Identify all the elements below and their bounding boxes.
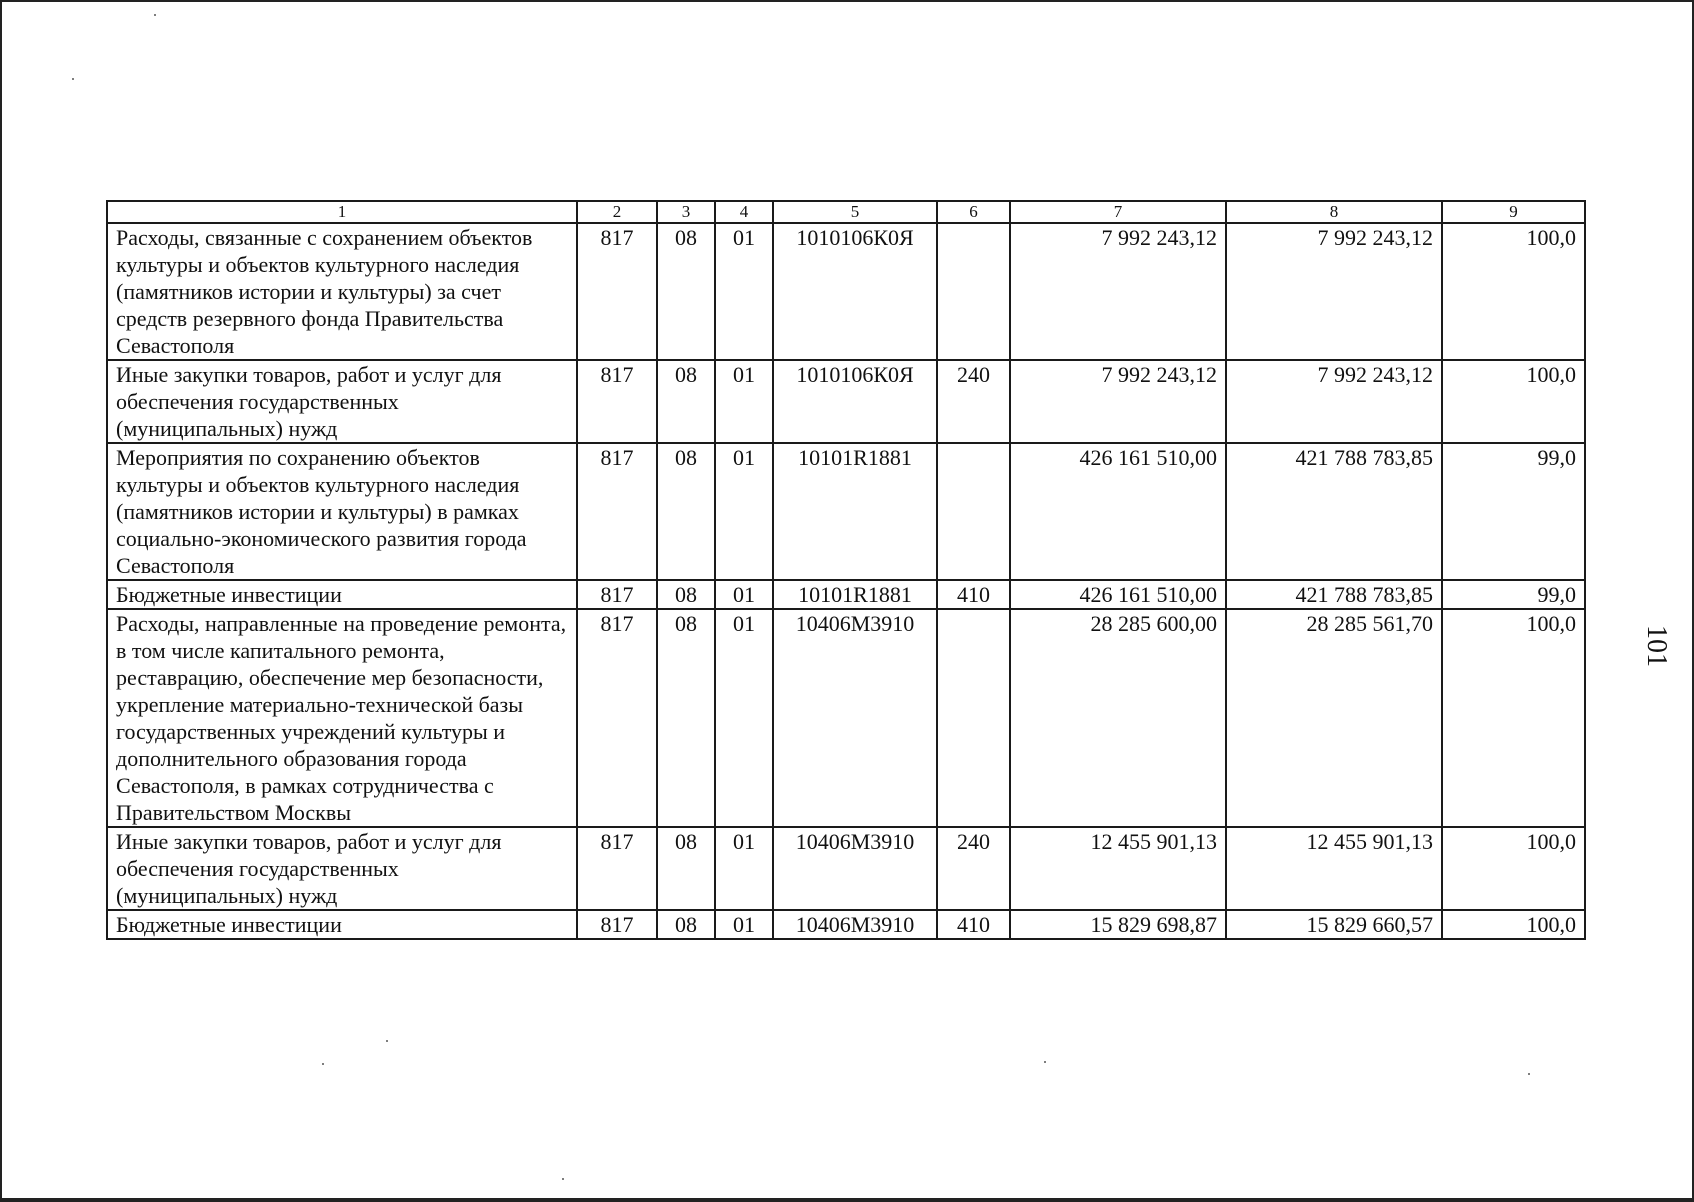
cell-col-7: 426 161 510,00 (1010, 443, 1226, 580)
cell-col-3: 08 (657, 223, 715, 360)
cell-col-7: 7 992 243,12 (1010, 360, 1226, 443)
table-row (107, 443, 1585, 580)
row-name: Иные закупки товаров, работ и услуг для обеспечения государственных (муниципальных) нужд (107, 360, 577, 443)
row-name: Иные закупки товаров, работ и услуг для обеспечения государственных (муниципальных) нужд (107, 827, 577, 910)
header-col-1: 1 (107, 201, 577, 223)
cell-col-2: 817 (577, 443, 657, 580)
header-col-9: 9 (1442, 201, 1585, 223)
row-name: Бюджетные инвестиции (107, 580, 577, 609)
cell-col-4: 01 (715, 910, 773, 939)
cell-col-8: 421 788 783,85 (1226, 580, 1442, 609)
scan-speck (1044, 1061, 1046, 1063)
cell-col-6: 240 (937, 360, 1010, 443)
cell-col-9: 100,0 (1442, 360, 1585, 443)
cell-col-4: 01 (715, 827, 773, 910)
cell-col-4: 01 (715, 360, 773, 443)
cell-col-5: 10406М3910 (773, 827, 937, 910)
cell-col-2: 817 (577, 609, 657, 827)
cell-col-2: 817 (577, 827, 657, 910)
scan-speck (562, 1178, 564, 1180)
cell-col-3: 08 (657, 910, 715, 939)
cell-col-8: 7 992 243,12 (1226, 360, 1442, 443)
cell-col-4: 01 (715, 580, 773, 609)
cell-col-9: 99,0 (1442, 580, 1585, 609)
cell-col-9: 99,0 (1442, 443, 1585, 580)
row-name: Расходы, направленные на проведение ремонта, в том числе капитального ремонта, реставрацию, обеспечение мер безопасности, укрепление материально-технической базы государственных учреждений культуры и дополнительного образования города Севастополя, в рамках сотрудничества с Правительством Москвы (107, 609, 577, 827)
table-row (107, 223, 1585, 360)
cell-col-9: 100,0 (1442, 827, 1585, 910)
cell-col-9: 100,0 (1442, 910, 1585, 939)
cell-col-7: 28 285 600,00 (1010, 609, 1226, 827)
cell-col-3: 08 (657, 443, 715, 580)
cell-col-8: 12 455 901,13 (1226, 827, 1442, 910)
header-col-7: 7 (1010, 201, 1226, 223)
cell-col-6: 240 (937, 827, 1010, 910)
cell-col-5: 1010106К0Я (773, 360, 937, 443)
cell-col-8: 28 285 561,70 (1226, 609, 1442, 827)
cell-col-6 (937, 443, 1010, 580)
cell-col-7: 7 992 243,12 (1010, 223, 1226, 360)
header-col-6: 6 (937, 201, 1010, 223)
table-row (107, 360, 1585, 443)
scan-speck (1528, 1073, 1530, 1075)
row-name: Мероприятия по сохранению объектов культуры и объектов культурного наследия (памятников истории и культуры) в рамках социально-экономического развития города Севастополя (107, 443, 577, 580)
cell-col-7: 15 829 698,87 (1010, 910, 1226, 939)
page-number: 101 (1641, 625, 1672, 667)
cell-col-7: 426 161 510,00 (1010, 580, 1226, 609)
cell-col-3: 08 (657, 609, 715, 827)
cell-col-2: 817 (577, 223, 657, 360)
table-row (107, 580, 1585, 609)
cell-col-8: 7 992 243,12 (1226, 223, 1442, 360)
row-name: Расходы, связанные с сохранением объектов культуры и объектов культурного наследия (памятников истории и культуры) за счет средств резервного фонда Правительства Севастополя (107, 223, 577, 360)
row-name: Бюджетные инвестиции (107, 910, 577, 939)
cell-col-5: 10101R1881 (773, 443, 937, 580)
cell-col-9: 100,0 (1442, 223, 1585, 360)
header-col-5: 5 (773, 201, 937, 223)
cell-col-8: 15 829 660,57 (1226, 910, 1442, 939)
table-row (107, 910, 1585, 939)
header-col-4: 4 (715, 201, 773, 223)
cell-col-3: 08 (657, 580, 715, 609)
cell-col-6: 410 (937, 910, 1010, 939)
cell-col-2: 817 (577, 910, 657, 939)
header-col-3: 3 (657, 201, 715, 223)
cell-col-8: 421 788 783,85 (1226, 443, 1442, 580)
scan-speck (322, 1063, 324, 1065)
cell-col-2: 817 (577, 580, 657, 609)
cell-col-6 (937, 609, 1010, 827)
cell-col-2: 817 (577, 360, 657, 443)
cell-col-5: 1010106К0Я (773, 223, 937, 360)
budget-table (106, 200, 1586, 940)
scan-speck (154, 14, 156, 16)
header-row (107, 201, 1585, 223)
cell-col-6 (937, 223, 1010, 360)
table-row (107, 609, 1585, 827)
header-col-8: 8 (1226, 201, 1442, 223)
cell-col-3: 08 (657, 360, 715, 443)
cell-col-4: 01 (715, 443, 773, 580)
cell-col-3: 08 (657, 827, 715, 910)
cell-col-4: 01 (715, 223, 773, 360)
cell-col-5: 10406М3910 (773, 910, 937, 939)
cell-col-4: 01 (715, 609, 773, 827)
scan-speck (386, 1040, 388, 1042)
table-row (107, 827, 1585, 910)
cell-col-9: 100,0 (1442, 609, 1585, 827)
cell-col-7: 12 455 901,13 (1010, 827, 1226, 910)
scan-speck (72, 78, 74, 80)
cell-col-5: 10101R1881 (773, 580, 937, 609)
cell-col-5: 10406М3910 (773, 609, 937, 827)
header-col-2: 2 (577, 201, 657, 223)
cell-col-6: 410 (937, 580, 1010, 609)
